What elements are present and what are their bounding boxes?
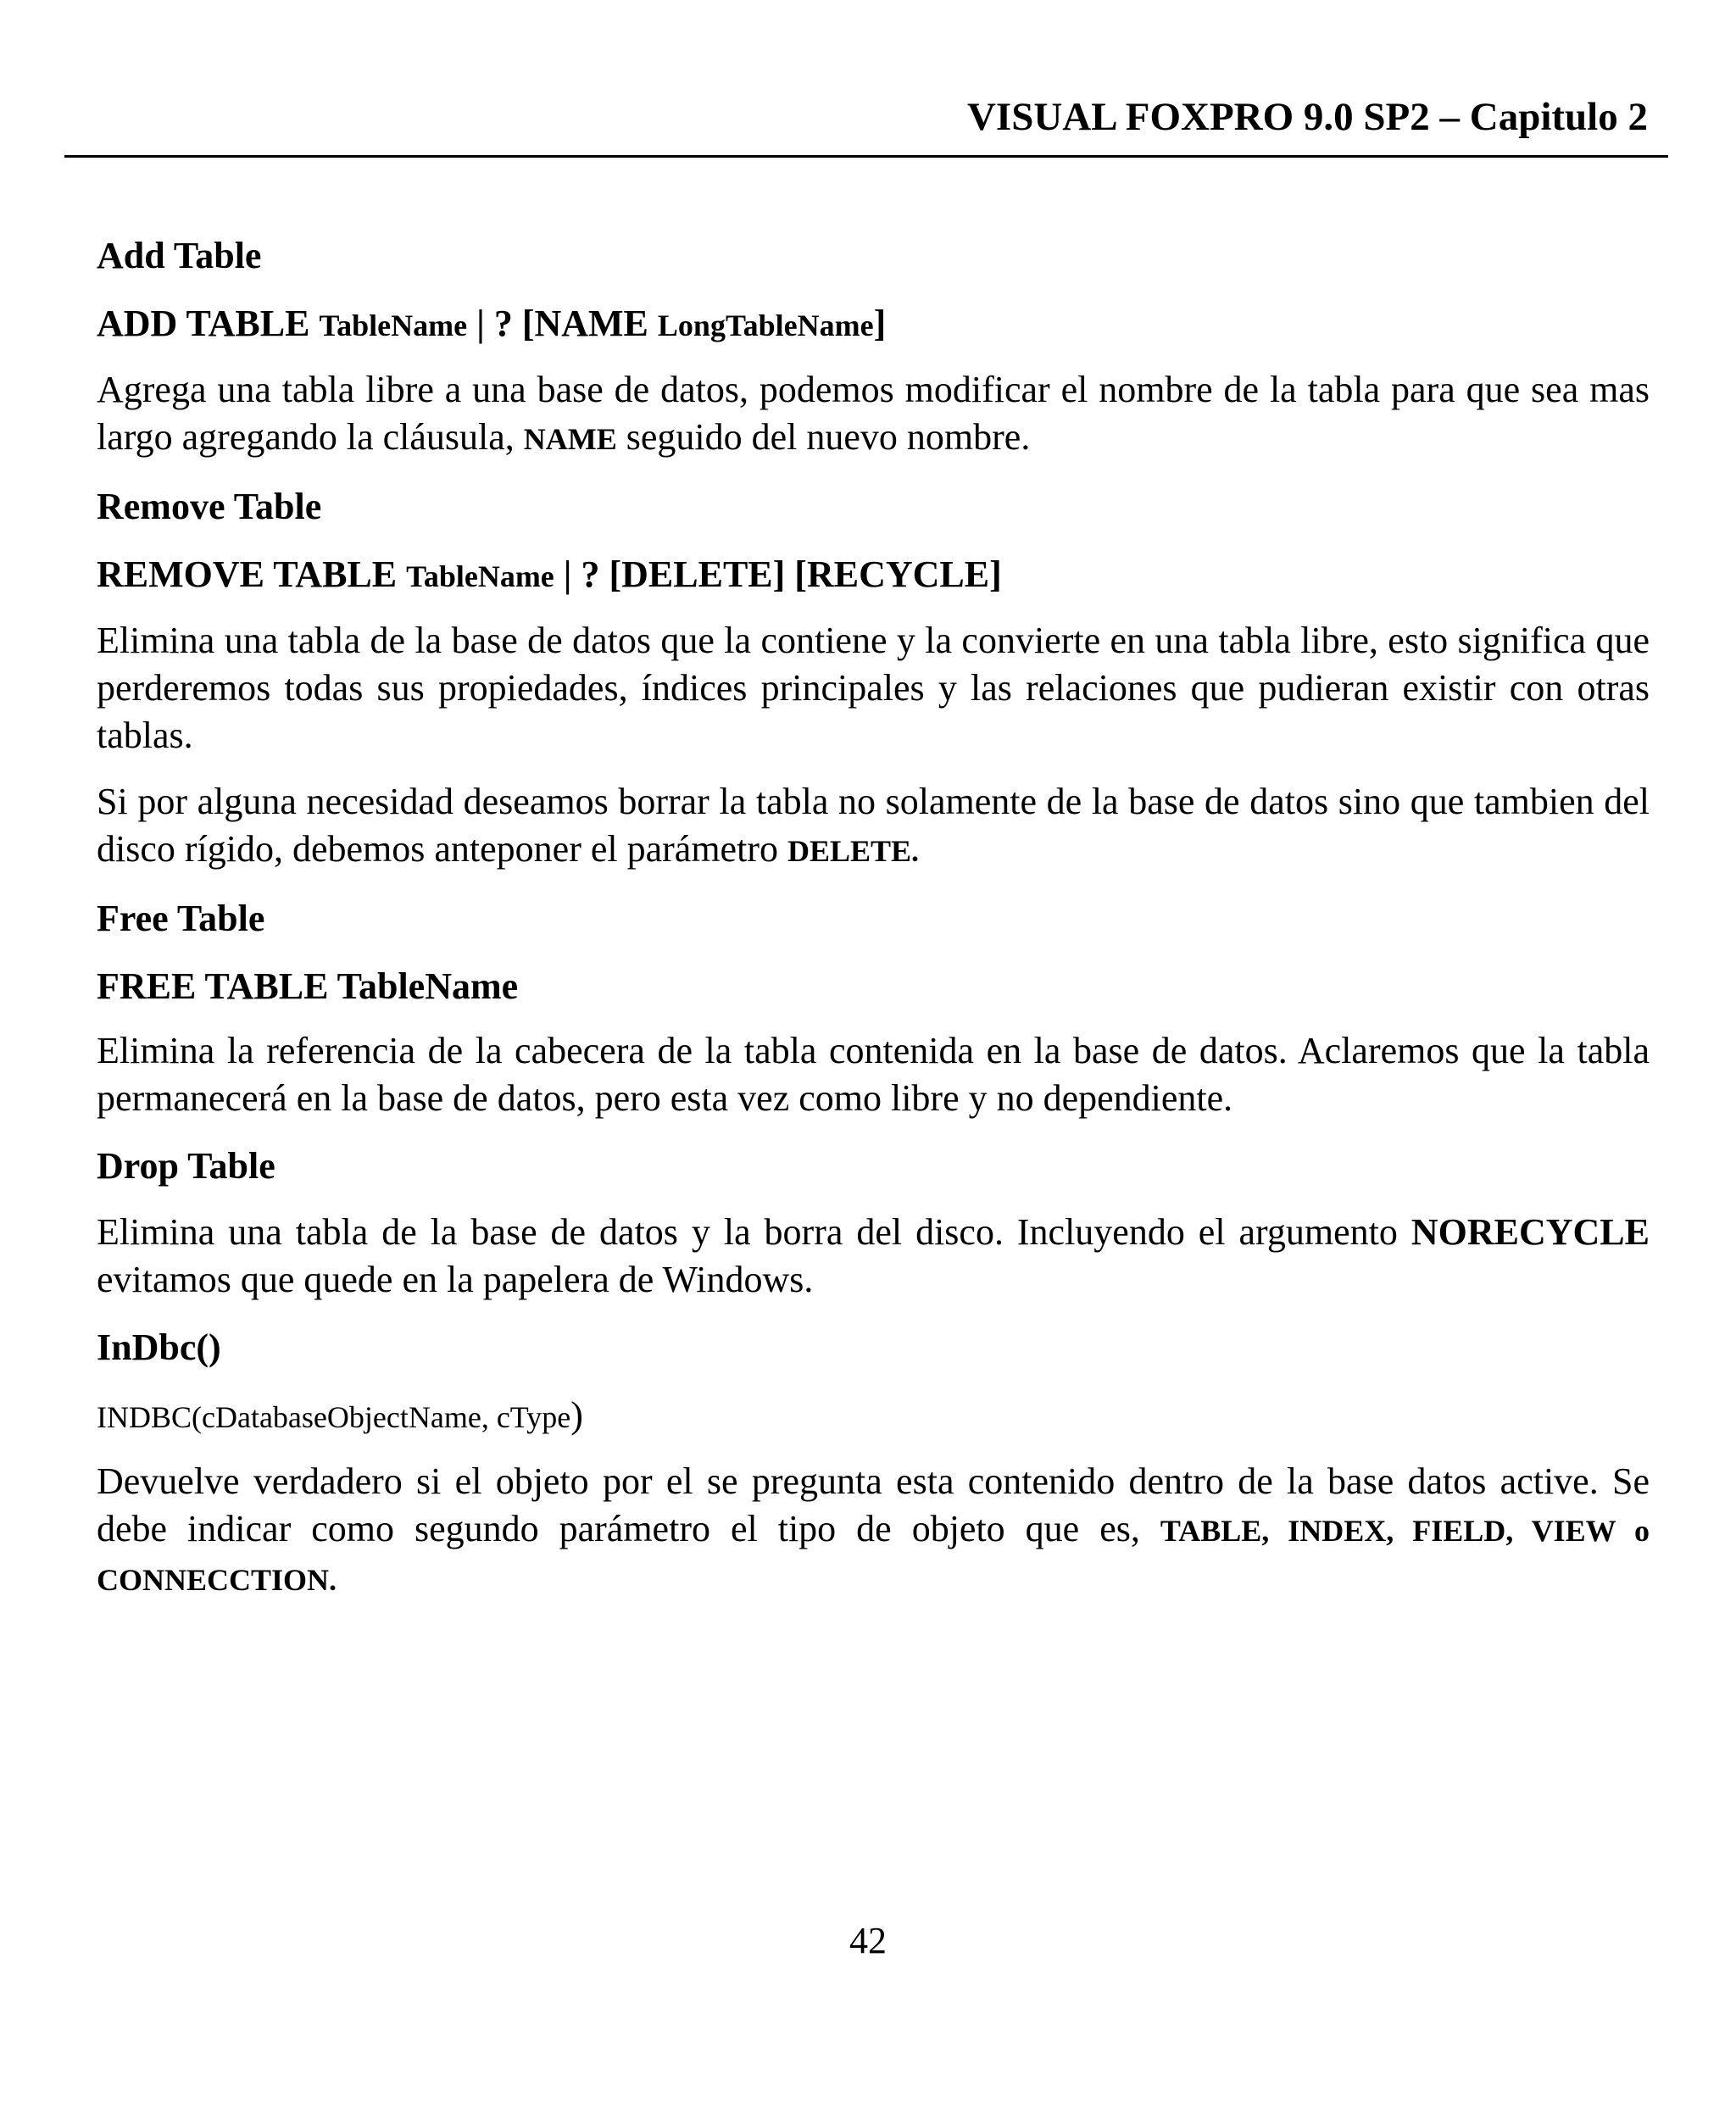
- header-rule: [64, 155, 1668, 158]
- paragraph-indbc: [97, 1458, 1650, 1604]
- syntax-bracket: ]: [873, 303, 887, 344]
- paragraph-text: Devuelve verdadero si el objeto por el se pregunta esta contenido dentro de la base datos active. Se debe indicar como segundo parámetro el tipo de objeto que es,: [97, 1460, 1650, 1549]
- syntax-signature: INDBC(cDatabaseObjectName, cType: [97, 1400, 571, 1434]
- syntax-close-paren: ): [570, 1394, 583, 1436]
- paragraph-text: Si por alguna necesidad deseamos borrar la tabla no solamente de la base de datos sino que tambien del disco rígido, debemos anteponer el parámetro: [97, 781, 1650, 870]
- syntax-indbc: [97, 1390, 1650, 1443]
- keyword: NAME: [523, 422, 617, 456]
- syntax-options: | ? [DELETE] [RECYCLE]: [554, 553, 1002, 595]
- section-heading-remove-table: Remove Table: [97, 486, 322, 527]
- syntax-argument: TableName: [406, 559, 554, 593]
- section-heading-add-table: Add Table: [97, 235, 262, 276]
- syntax-command: REMOVE TABLE: [97, 553, 398, 595]
- paragraph-text: Elimina una tabla de la base de datos y la borra del disco. Incluyendo el argumento: [97, 1211, 1398, 1253]
- syntax-add-table: [97, 298, 1650, 351]
- syntax-argument: TableName: [319, 309, 468, 342]
- paragraph-add-table: [97, 366, 1650, 463]
- syntax-argument: LongTableName: [657, 309, 874, 342]
- paragraph-remove-table-2: [97, 778, 1650, 875]
- page-number: 42: [849, 1920, 887, 1961]
- section-heading-free-table: Free Table: [97, 898, 265, 939]
- keyword: DELETE.: [787, 834, 920, 868]
- paragraph-drop-table: [97, 1209, 1650, 1304]
- paragraph-text: seguido del nuevo nombre.: [626, 416, 1031, 458]
- keyword: NORECYCLE: [1410, 1211, 1650, 1253]
- syntax-free-table: FREE TABLE TableName: [97, 965, 519, 1007]
- syntax-remove-table: [97, 549, 1650, 602]
- running-header: VISUAL FOXPRO 9.0 SP2 – Capitulo 2: [966, 95, 1648, 139]
- section-heading-indbc: InDbc(): [97, 1327, 221, 1368]
- paragraph-text: evitamos que quede en la papelera de Windows.: [97, 1259, 814, 1300]
- paragraph-free-table: Elimina la referencia de la cabecera de la tabla contenida en la base de datos. Aclaremos que la tabla permanecerá en la base de datos, pero esta vez como libre y no dependiente.: [97, 1030, 1650, 1119]
- page-content: [97, 231, 1650, 1622]
- paragraph-remove-table-1: Elimina una tabla de la base de datos que la contiene y la convierte en una tabla libre, esto significa que perderemos todas sus propiedades, índices principales y las relaciones que pudieran existir con otras tablas.: [97, 620, 1650, 756]
- syntax-command: ADD TABLE: [97, 303, 310, 344]
- keyword: TABLE, INDEX, FIELD, VIEW o CONNECCTION.: [97, 1514, 1650, 1597]
- section-heading-drop-table: Drop Table: [97, 1145, 275, 1187]
- syntax-separator: | ? [NAME: [467, 303, 648, 344]
- paragraph-text: Agrega una tabla libre a una base de datos, podemos modificar el nombre de la tabla para que sea mas largo agregando la cláusula,: [97, 369, 1650, 458]
